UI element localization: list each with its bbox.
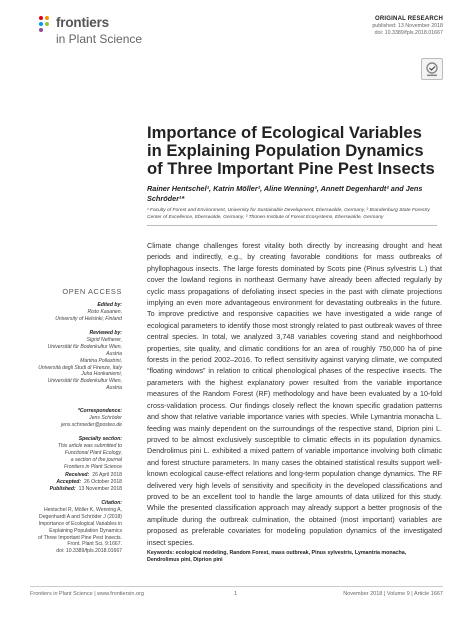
reviewer-line: Università degli Studi di Firenze, Italy (38, 364, 122, 371)
citation-line: Hentschel R, Möller K, Wenning A, (43, 506, 122, 513)
check-for-updates-button[interactable] (421, 58, 443, 80)
reviewer-line: Universität für Bodenkultur Wien, (47, 343, 122, 350)
specialty-label: Specialty section: (78, 436, 122, 442)
article-type: ORIGINAL RESEARCH (375, 16, 443, 22)
citation-line[interactable]: doi: 10.3389/fpls.2018.01667 (56, 548, 122, 555)
keywords-label: Keywords: (147, 550, 175, 556)
citation-line: of Three Important Pine Pest Insects. (38, 534, 122, 541)
footer-divider (30, 586, 443, 587)
keywords (147, 550, 437, 565)
accepted-date (30, 479, 122, 486)
abstract: Climate change challenges forest vitality both directly by increasing drought and heat periods and indirectly, e.g., by creating favorable conditions for mass outbreaks of phyllophagous insects. The large forests dominated by Scots pine (Pinus sylvestris L.) that cover the lowland regions in northeast Germany have already been affected regularly by cyclic mass propagations of defoliating insect species in the past with climate projections implying an even more advantageous environment for devastating outbreaks in the future. To improve predictive and responsive capacities we have investigated a wide range of ecological parameters to identify those most strongly related to past outbreak waves of three central species. In total, we analyzed 3,748 variables covering stand and neighborhood properties, site quality, and climatic conditions for an area of roughly 750,000 ha of pine forests in the period 2002–2016. To reflect sensitivity against varying climate, we computed “floating windows” in relation to critical phenological phases of the respective insects. The parameters with the highest explanatory power resulted from the variable importance measures of the Random Forest (RF) methodology and have been evaluated by a 10-fold cross-validation process. Our findings closely reflect the known specific gradation patterns and show that relative variable importance varies with species. While Lymantria monacha L. feeding was mainly dependent on the surroundings of the respective stand, Diprion pini L. proved to be almost exclusively susceptible to climatic effects in its population dynamics. Dendrolimus pini L. exhibited a mixed pattern of variable importance involving both climatic and forest structure parameters. In many cases the obtained statistical results support well-known ecological cause-effect relations and long-term population change dynamics. The RF delivered very high levels of sensitivity and specificity in the developed classifications and proved to be an excellent tool to handle the large amounts of data utilized for this study. While the presented classification approach may already support a better prognosis of the amplitude during the outbreak culmination, the obtained (most important) variables are proposed as preferable covariates for modeling population dynamics of the investigated insect species. (147, 241, 442, 547)
edited-by (30, 302, 122, 323)
citation-line: Importance of Ecological Variables in (38, 520, 122, 527)
reviewer-line: Juha Honkaniemi, (81, 371, 122, 378)
article-dates (30, 472, 122, 493)
footer-volume: November 2018 | Volume 9 | Article 1667 (343, 591, 443, 597)
page-number: 1 (234, 591, 238, 597)
specialty-section (30, 436, 122, 471)
correspondence-name: Jens Schröder (89, 414, 122, 421)
editor-name: Risto Kasanen, (87, 308, 122, 315)
reviewer-line: Martina Pollastrini, (80, 357, 122, 364)
divider (147, 225, 437, 226)
journal-logo[interactable] (37, 15, 147, 49)
keywords-list: ecological modeling, Random Forest, mass outbreak, Pinus sylvestris, Lymantria monacha, Dendrolimus pini, Diprion pini (147, 550, 407, 564)
reviewer-line: Austria (106, 350, 122, 357)
reviewer-line: Sigrid Netherer, (86, 336, 122, 343)
logo-wordmark: frontiers (56, 15, 109, 30)
specialty-line: Functional Plant Ecology, (64, 449, 122, 456)
citation-line: Degenhardt A and Schröder J (2018) (39, 513, 122, 520)
accepted-label: Accepted: (56, 478, 82, 485)
published-label: Published: (49, 485, 76, 492)
article-title: Importance of Ecological Variables in Explaining Population Dynamics of Three Important Pine Pest Insects (147, 123, 435, 178)
specialty-line: a section of the journal (70, 456, 122, 463)
affiliations: ¹ Faculty of Forest and Environment, University for Sustainable Development, Eberswalde, Germany, ² Brandenburg State Forestry Center of Excellence, Eberswalde, Germany, ³ Thünen-Institute of Forest Ecosystems, Eberswalde, Germany (147, 208, 430, 220)
published-date-side (30, 486, 122, 493)
published-value: 13 November 2018 (78, 485, 122, 492)
reviewed-by-label: Reviewed by: (89, 330, 122, 336)
citation (30, 500, 122, 555)
reviewer-line: Austria (106, 385, 122, 392)
check-for-updates-icon (422, 59, 442, 79)
received-date (30, 472, 122, 479)
published-date: published: 13 November 2018 (372, 23, 443, 29)
open-access-label: OPEN ACCESS (62, 287, 122, 296)
doi[interactable]: doi: 10.3389/fpls.2018.01667 (374, 30, 443, 36)
correspondence-label: *Correspondence: (77, 408, 122, 414)
specialty-line: Frontiers in Plant Science (63, 463, 122, 470)
author-list: Rainer Hentschel¹, Katrin Möller², Aline Wenning², Annett Degenhardt² and Jens Schröder¹* (147, 184, 423, 203)
specialty-line: This article was submitted to (57, 442, 122, 449)
correspondence-email[interactable]: jens.schroeder@posteo.de (61, 421, 122, 428)
frontiers-logo-icon (37, 15, 53, 35)
reviewed-by (30, 330, 122, 392)
article-meta (372, 16, 443, 37)
reviewer-line: Universität für Bodenkultur Wien, (47, 378, 122, 385)
editor-affiliation: University of Helsinki, Finland (55, 315, 122, 322)
received-value: 26 April 2018 (92, 472, 122, 478)
accepted-value: 26 October 2018 (84, 478, 122, 485)
logo-journal-name: in Plant Science (56, 32, 143, 46)
correspondence (30, 408, 122, 429)
edited-by-label: Edited by: (97, 302, 122, 308)
received-label: Received: (65, 472, 90, 478)
footer-journal[interactable]: Frontiers in Plant Science | www.frontiersin.org (30, 591, 144, 597)
citation-line: Front. Plant Sci. 9:1667. (67, 541, 122, 548)
citation-label: Citation: (101, 500, 122, 506)
citation-line: Explaining Population Dynamics (49, 527, 122, 534)
